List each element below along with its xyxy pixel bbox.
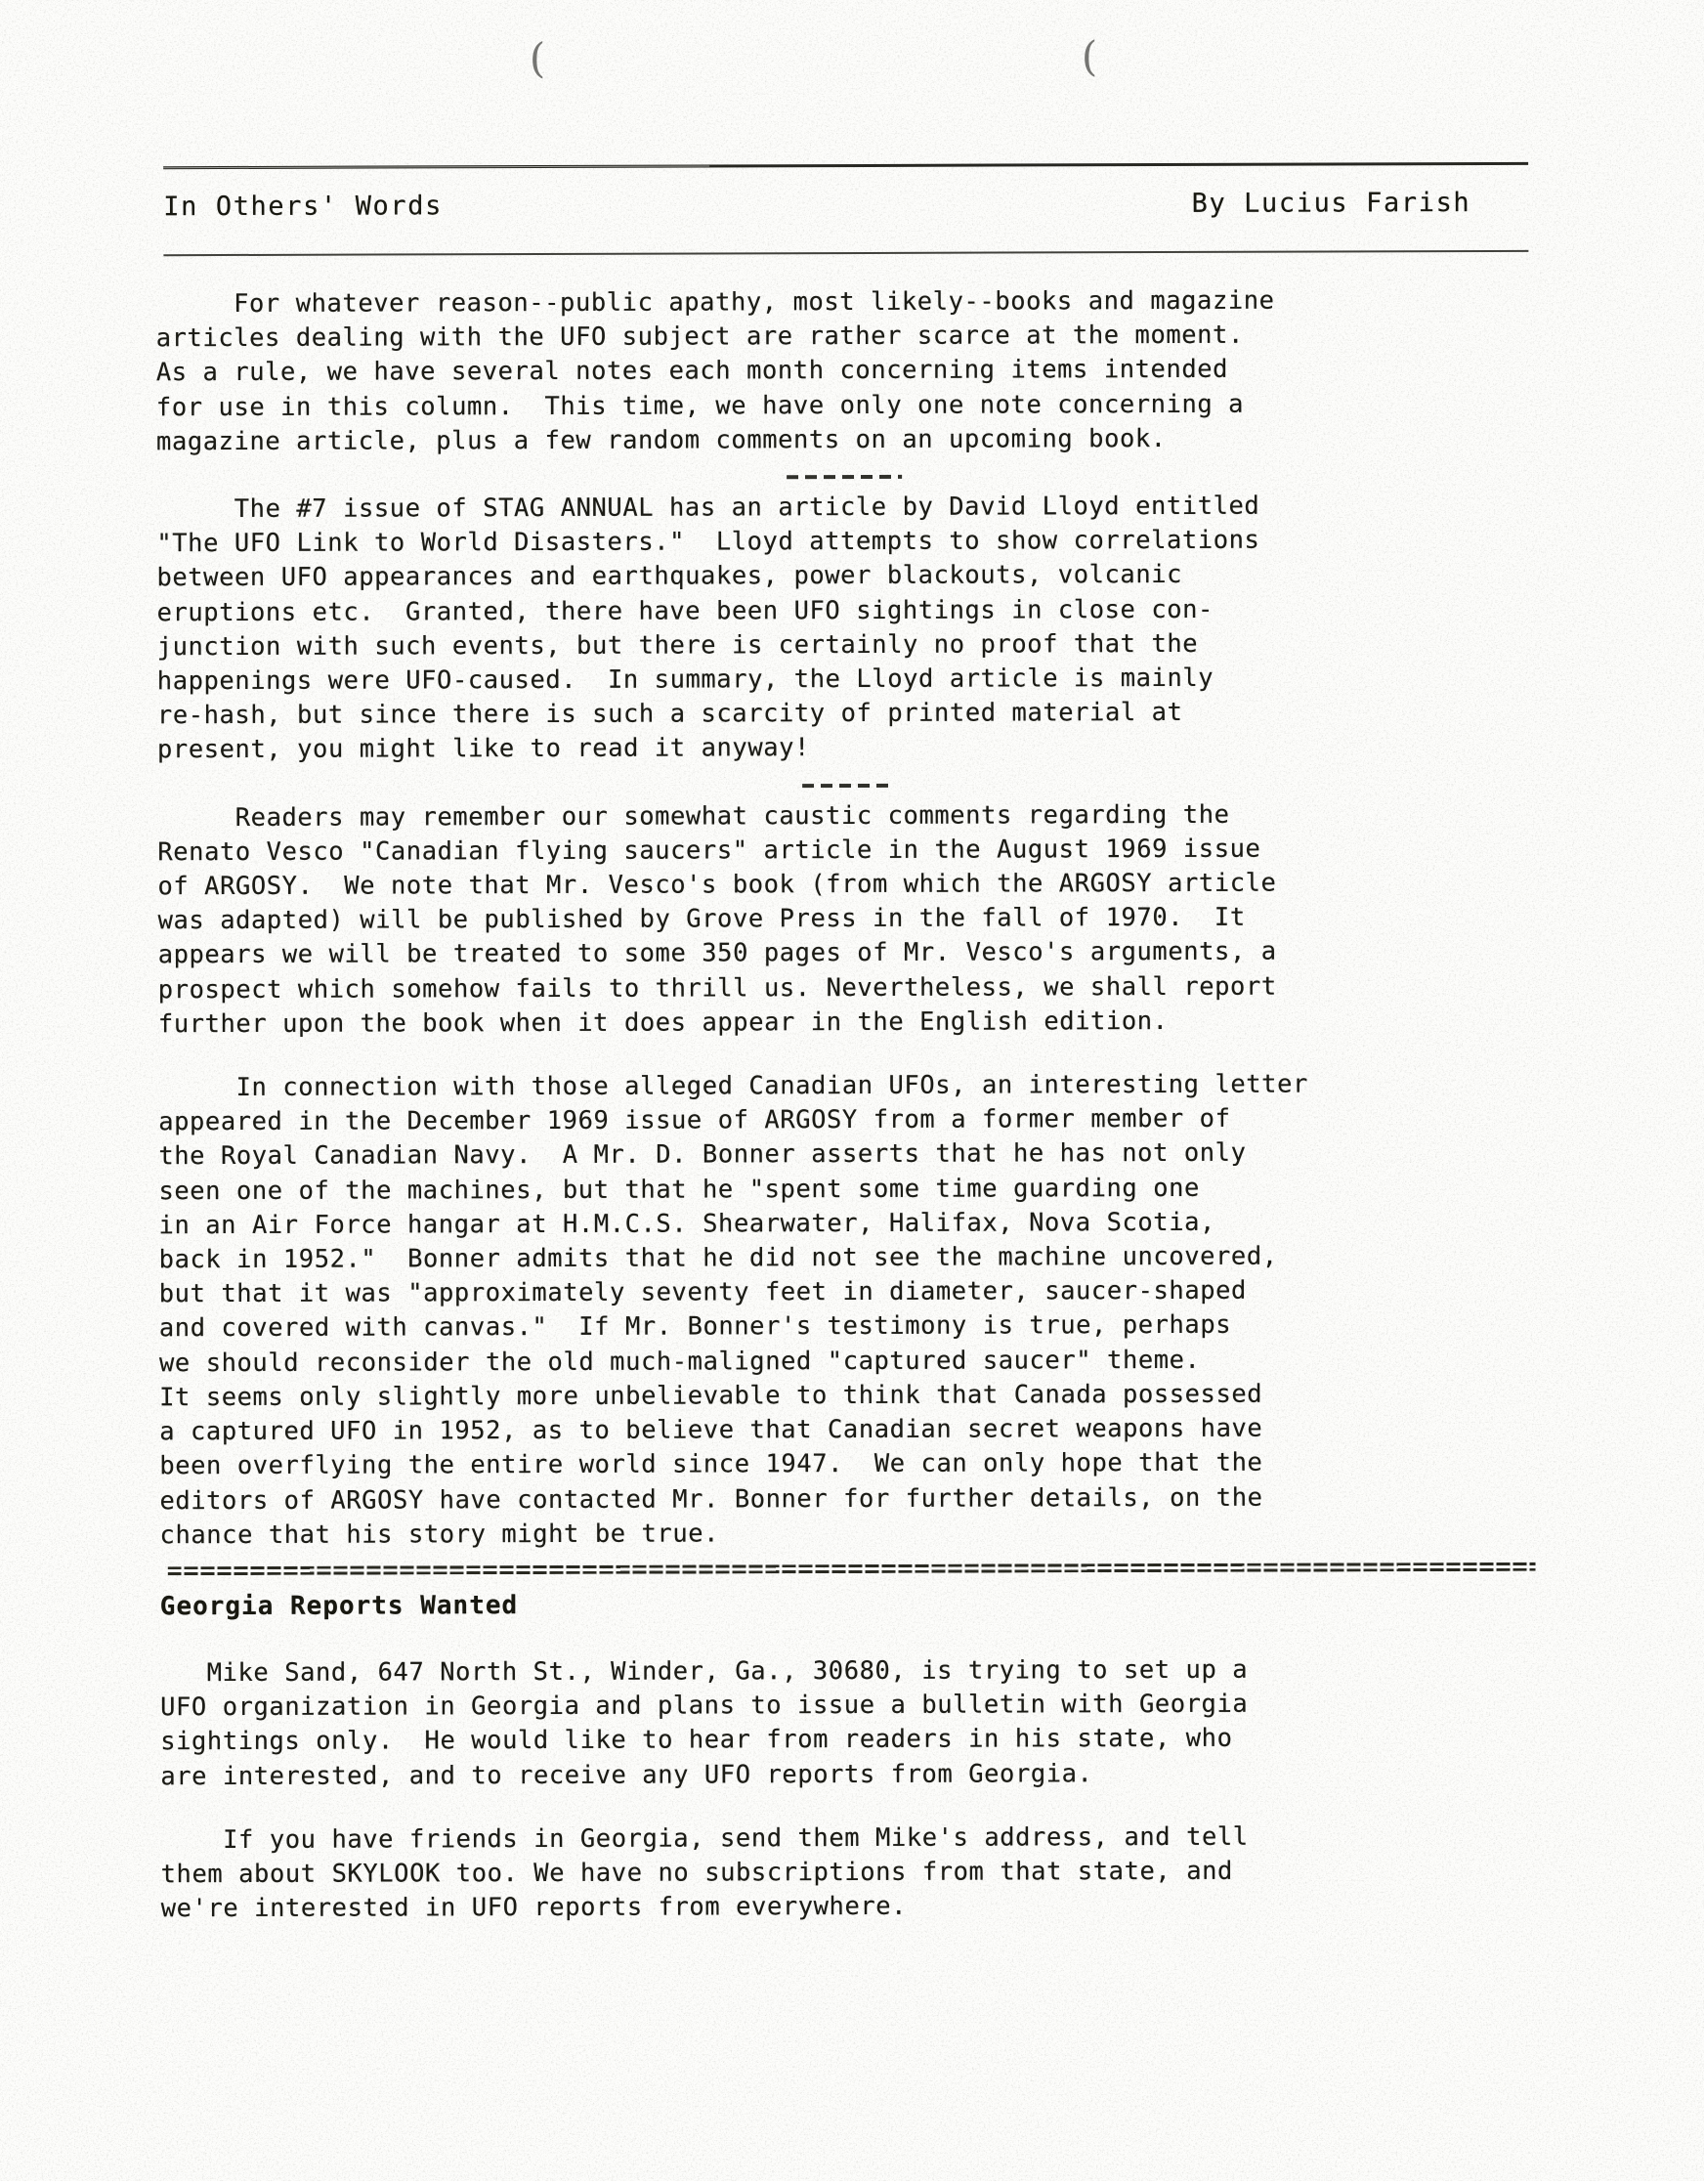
divider-equals-rule [160,1549,1548,1592]
top-margin-marks [0,21,1703,84]
paragraph-stag-annual: The #7 issue of STAG ANNUAL has an article by David Lloyd entitled "The UFO Link to World Disasters." Lloyd attempts to show correlations between UFO appearances and earthquakes, power blackouts, volcanic eruptions etc. Granted, there have been UFO sightings in close con- junction with such events, but there is certainly no proof that the happenings were UFO-caused. In summary, the Lloyd article is mainly re-hash, but since there is such a scarcity of printed material at present, you might like to read it anyway! [156,491,1260,765]
paragraph-spacer [158,1038,1546,1071]
header-rule-bottom [163,250,1528,256]
header-rule-top [163,162,1528,169]
article-body [156,283,1549,1927]
divider-dashes-1 [156,455,1544,492]
section-heading-georgia-reports-wanted: Georgia Reports Wanted [159,1590,519,1622]
column-masthead [163,188,1531,231]
column-byline: By Lucius Farish [1191,188,1471,219]
paragraph-canadian-ufos: In connection with those alleged Canadian UFOs, an interesting letter appeared in the December 1969 issue of ARGOSY from a former member of the Royal Canadian Navy. A Mr. D. Bonner asserts that he has not only seen one of the machines, but that he "spent some time guarding one in an Air Force hangar at H.M.C.S. Shearwater, Halifax, Nova Scotia, back in 1952." Bonner admits that he did not see the machine uncovered, but that it was "approximately seventy feet in diameter, saucer-shaped and covered with canvas." If Mr. Bonner's testimony is true, perhaps we should reconsider the old much-maligned "captured saucer" theme. It seems only slightly more unbelievable to think that Canada possessed a captured UFO in 1952, as to believe that Canadian secret weapons have been overflying the entire world since 1947. We can only hope that the editors of ARGOSY have contacted Mr. Bonner for further details, on the chance that his story might be true. [158,1069,1308,1550]
top-paren-left-mark: ( [529,33,546,83]
paragraph-skylook-appeal: If you have friends in Georgia, send them Mike's address, and tell them about SKYLOOK too. We have no subscriptions from that state, and we're interested in UFO reports from everywhere. [160,1821,1249,1924]
paragraph-renato-vesco: Readers may remember our somewhat caustic comments regarding the Renato Vesco "Canadian flying saucers" article in the August 1969 issue of ARGOSY. We note that Mr. Vesco's book (from which the ARGOSY article was adapted) will be published by Grove Press in the fall of 1970. It appears we will be treated to some 350 pages of Mr. Vesco's arguments, a prospect which somehow fails to thrill us. Nevertheless, we shall report further upon the book when it does appear in the English edition. [157,799,1277,1040]
paragraph-mike-sand: Mike Sand, 647 North St., Winder, Ga., 30680, is trying to set up a UFO organization in Georgia and plans to issue a bulletin with Georgia sightings only. He would like to hear from readers in his state, who are interested, and to receive any UFO reports from Georgia. [159,1654,1249,1791]
divider-dashes-2 [157,763,1545,800]
top-paren-right-mark: ( [1081,32,1098,81]
paragraph-intro: For whatever reason--public apathy, most likely--books and magazine articles dealing with the UFO subject are rather scarce at the moment. As a rule, we have several notes each month concerning items intended for use in this column. This time, we have only one note concerning a magazine article, plus a few random comments on an upcoming book. [155,285,1275,457]
georgia-paragraph-spacer [160,1789,1548,1822]
column-title: In Others' Words [163,191,443,223]
heading-spacer [160,1623,1548,1656]
